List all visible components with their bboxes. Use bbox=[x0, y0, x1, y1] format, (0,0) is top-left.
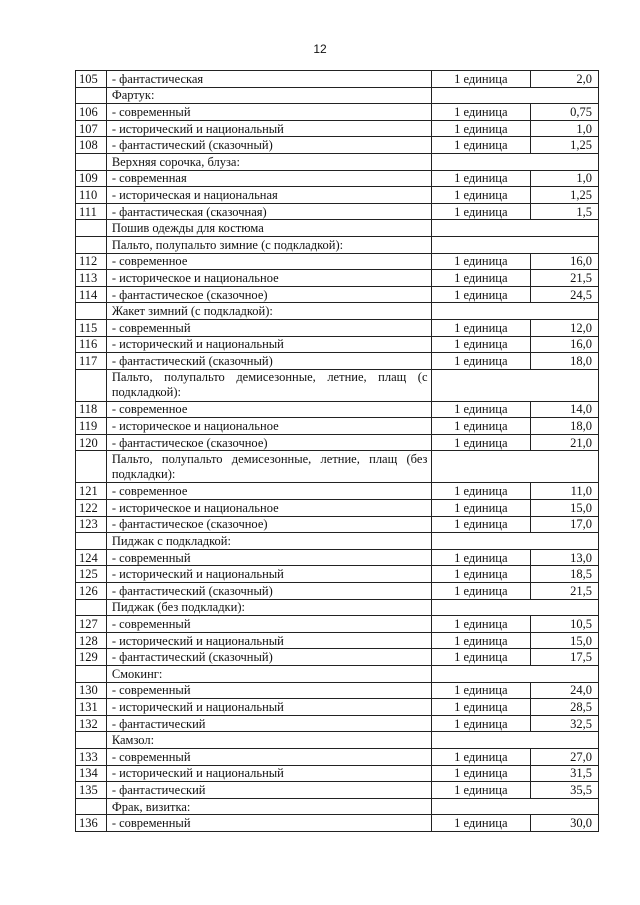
unit-cell: 1 единица bbox=[431, 253, 531, 270]
empty-cell bbox=[431, 533, 599, 550]
unit-cell: 1 единица bbox=[431, 815, 531, 832]
empty-cell bbox=[431, 732, 599, 749]
item-name: - современный bbox=[106, 815, 431, 832]
row-number: 123 bbox=[76, 516, 107, 533]
item-name: - историческое и национальное bbox=[106, 270, 431, 287]
value-cell: 12,0 bbox=[531, 319, 599, 336]
unit-cell: 1 единица bbox=[431, 120, 531, 137]
value-cell: 18,5 bbox=[531, 566, 599, 583]
item-name: - фантастический (сказочный) bbox=[106, 583, 431, 600]
item-name: - исторический и национальный bbox=[106, 632, 431, 649]
empty-cell bbox=[431, 599, 599, 616]
item-name: - фантастическая (сказочная) bbox=[106, 203, 431, 220]
row-number: 127 bbox=[76, 616, 107, 633]
item-name: - фантастический bbox=[106, 715, 431, 732]
item-name: - современное bbox=[106, 253, 431, 270]
row-number: 118 bbox=[76, 401, 107, 418]
row-number: 119 bbox=[76, 418, 107, 435]
row-number: 109 bbox=[76, 170, 107, 187]
value-cell: 32,5 bbox=[531, 715, 599, 732]
section-header-row bbox=[76, 153, 599, 170]
value-cell: 15,0 bbox=[531, 632, 599, 649]
value-cell: 21,5 bbox=[531, 270, 599, 287]
value-cell: 21,0 bbox=[531, 434, 599, 451]
unit-cell: 1 единица bbox=[431, 137, 531, 154]
section-title: Верхняя сорочка, блуза: bbox=[106, 153, 431, 170]
row-number: 110 bbox=[76, 187, 107, 204]
table-row bbox=[76, 401, 599, 418]
row-number-empty bbox=[76, 533, 107, 550]
row-number-empty bbox=[76, 451, 107, 483]
table-row bbox=[76, 483, 599, 500]
section-title: Пальто, полупальто зимние (с подкладкой): bbox=[106, 236, 431, 253]
item-name: - исторический и национальный bbox=[106, 765, 431, 782]
item-name: - современный bbox=[106, 104, 431, 121]
item-name: - современный bbox=[106, 616, 431, 633]
unit-cell: 1 единица bbox=[431, 782, 531, 799]
value-cell: 24,0 bbox=[531, 682, 599, 699]
table-row bbox=[76, 170, 599, 187]
row-number: 132 bbox=[76, 715, 107, 732]
value-cell: 1,5 bbox=[531, 203, 599, 220]
item-name: - исторический и национальный bbox=[106, 699, 431, 716]
value-cell: 30,0 bbox=[531, 815, 599, 832]
value-cell: 0,75 bbox=[531, 104, 599, 121]
item-name: - современный bbox=[106, 748, 431, 765]
row-number-empty bbox=[76, 236, 107, 253]
section-header-row bbox=[76, 666, 599, 683]
section-title: Пальто, полупальто демисезонные, летние, плащ (с подкладкой): bbox=[106, 369, 431, 401]
item-name: - современное bbox=[106, 401, 431, 418]
empty-cell bbox=[431, 451, 599, 483]
unit-cell: 1 единица bbox=[431, 401, 531, 418]
section-header-row bbox=[76, 451, 599, 483]
row-number: 136 bbox=[76, 815, 107, 832]
unit-cell: 1 единица bbox=[431, 71, 531, 88]
item-name: - фантастический (сказочный) bbox=[106, 353, 431, 370]
unit-cell: 1 единица bbox=[431, 765, 531, 782]
unit-cell: 1 единица bbox=[431, 583, 531, 600]
item-name: - современное bbox=[106, 483, 431, 500]
row-number-empty bbox=[76, 732, 107, 749]
item-name: - фантастический bbox=[106, 782, 431, 799]
table-row bbox=[76, 616, 599, 633]
empty-cell bbox=[431, 87, 599, 104]
value-cell: 17,5 bbox=[531, 649, 599, 666]
unit-cell: 1 единица bbox=[431, 353, 531, 370]
row-number: 126 bbox=[76, 583, 107, 600]
row-number: 128 bbox=[76, 632, 107, 649]
table-row bbox=[76, 765, 599, 782]
tariff-table bbox=[75, 70, 599, 832]
table-row bbox=[76, 286, 599, 303]
value-cell: 28,5 bbox=[531, 699, 599, 716]
table-row bbox=[76, 319, 599, 336]
table-row bbox=[76, 549, 599, 566]
section-title: Пошив одежды для костюма bbox=[106, 220, 431, 237]
row-number: 135 bbox=[76, 782, 107, 799]
value-cell: 1,0 bbox=[531, 170, 599, 187]
row-number: 120 bbox=[76, 434, 107, 451]
table-row bbox=[76, 187, 599, 204]
row-number: 116 bbox=[76, 336, 107, 353]
item-name: - исторический и национальный bbox=[106, 120, 431, 137]
row-number: 111 bbox=[76, 203, 107, 220]
section-header-row bbox=[76, 369, 599, 401]
row-number-empty bbox=[76, 153, 107, 170]
section-title: Жакет зимний (с подкладкой): bbox=[106, 303, 431, 320]
row-number: 117 bbox=[76, 353, 107, 370]
table-row bbox=[76, 699, 599, 716]
section-title: Фрак, визитка: bbox=[106, 798, 431, 815]
table-row bbox=[76, 682, 599, 699]
item-name: - историческое и национальное bbox=[106, 500, 431, 517]
value-cell: 21,5 bbox=[531, 583, 599, 600]
section-header-row bbox=[76, 798, 599, 815]
empty-cell bbox=[431, 666, 599, 683]
item-name: - современная bbox=[106, 170, 431, 187]
item-name: - фантастическое (сказочное) bbox=[106, 286, 431, 303]
section-title: Пиджак с подкладкой: bbox=[106, 533, 431, 550]
table-row bbox=[76, 137, 599, 154]
empty-cell bbox=[431, 220, 599, 237]
row-number: 124 bbox=[76, 549, 107, 566]
row-number: 113 bbox=[76, 270, 107, 287]
table-row bbox=[76, 748, 599, 765]
item-name: - фантастический (сказочный) bbox=[106, 649, 431, 666]
table-row bbox=[76, 353, 599, 370]
unit-cell: 1 единица bbox=[431, 170, 531, 187]
table-row bbox=[76, 203, 599, 220]
unit-cell: 1 единица bbox=[431, 418, 531, 435]
row-number-empty bbox=[76, 599, 107, 616]
row-number-empty bbox=[76, 220, 107, 237]
value-cell: 11,0 bbox=[531, 483, 599, 500]
unit-cell: 1 единица bbox=[431, 434, 531, 451]
value-cell: 2,0 bbox=[531, 71, 599, 88]
unit-cell: 1 единица bbox=[431, 500, 531, 517]
table-row bbox=[76, 632, 599, 649]
tariff-table-body bbox=[76, 71, 599, 832]
table-row bbox=[76, 583, 599, 600]
value-cell: 15,0 bbox=[531, 500, 599, 517]
row-number: 129 bbox=[76, 649, 107, 666]
empty-cell bbox=[431, 798, 599, 815]
unit-cell: 1 единица bbox=[431, 566, 531, 583]
value-cell: 27,0 bbox=[531, 748, 599, 765]
value-cell: 17,0 bbox=[531, 516, 599, 533]
unit-cell: 1 единица bbox=[431, 286, 531, 303]
row-number: 108 bbox=[76, 137, 107, 154]
value-cell: 1,25 bbox=[531, 137, 599, 154]
table-row bbox=[76, 566, 599, 583]
section-header-row bbox=[76, 236, 599, 253]
table-row bbox=[76, 434, 599, 451]
table-row bbox=[76, 270, 599, 287]
item-name: - исторический и национальный bbox=[106, 566, 431, 583]
row-number-empty bbox=[76, 798, 107, 815]
item-name: - современный bbox=[106, 549, 431, 566]
unit-cell: 1 единица bbox=[431, 203, 531, 220]
empty-cell bbox=[431, 236, 599, 253]
unit-cell: 1 единица bbox=[431, 616, 531, 633]
section-header-row bbox=[76, 87, 599, 104]
row-number: 125 bbox=[76, 566, 107, 583]
empty-cell bbox=[431, 369, 599, 401]
row-number: 105 bbox=[76, 71, 107, 88]
item-name: - историческое и национальное bbox=[106, 418, 431, 435]
table-row bbox=[76, 418, 599, 435]
value-cell: 1,0 bbox=[531, 120, 599, 137]
table-row bbox=[76, 336, 599, 353]
item-name: - фантастическое (сказочное) bbox=[106, 434, 431, 451]
table-row bbox=[76, 120, 599, 137]
row-number: 130 bbox=[76, 682, 107, 699]
empty-cell bbox=[431, 153, 599, 170]
value-cell: 1,25 bbox=[531, 187, 599, 204]
value-cell: 13,0 bbox=[531, 549, 599, 566]
value-cell: 24,5 bbox=[531, 286, 599, 303]
unit-cell: 1 единица bbox=[431, 336, 531, 353]
unit-cell: 1 единица bbox=[431, 682, 531, 699]
row-number: 115 bbox=[76, 319, 107, 336]
page-number: 12 bbox=[313, 42, 327, 56]
table-row bbox=[76, 104, 599, 121]
value-cell: 14,0 bbox=[531, 401, 599, 418]
value-cell: 31,5 bbox=[531, 765, 599, 782]
row-number: 114 bbox=[76, 286, 107, 303]
unit-cell: 1 единица bbox=[431, 319, 531, 336]
unit-cell: 1 единица bbox=[431, 699, 531, 716]
item-name: - современный bbox=[106, 319, 431, 336]
row-number-empty bbox=[76, 369, 107, 401]
section-title: Смокинг: bbox=[106, 666, 431, 683]
empty-cell bbox=[431, 303, 599, 320]
section-header-row bbox=[76, 533, 599, 550]
section-header-row bbox=[76, 732, 599, 749]
value-cell: 16,0 bbox=[531, 336, 599, 353]
unit-cell: 1 единица bbox=[431, 549, 531, 566]
table-row bbox=[76, 516, 599, 533]
unit-cell: 1 единица bbox=[431, 748, 531, 765]
value-cell: 35,5 bbox=[531, 782, 599, 799]
row-number: 107 bbox=[76, 120, 107, 137]
unit-cell: 1 единица bbox=[431, 187, 531, 204]
table-row bbox=[76, 815, 599, 832]
unit-cell: 1 единица bbox=[431, 649, 531, 666]
row-number: 131 bbox=[76, 699, 107, 716]
row-number: 133 bbox=[76, 748, 107, 765]
value-cell: 16,0 bbox=[531, 253, 599, 270]
unit-cell: 1 единица bbox=[431, 715, 531, 732]
unit-cell: 1 единица bbox=[431, 270, 531, 287]
row-number-empty bbox=[76, 87, 107, 104]
item-name: - фантастическая bbox=[106, 71, 431, 88]
row-number: 112 bbox=[76, 253, 107, 270]
row-number: 106 bbox=[76, 104, 107, 121]
table-row bbox=[76, 253, 599, 270]
item-name: - фантастический (сказочный) bbox=[106, 137, 431, 154]
row-number: 134 bbox=[76, 765, 107, 782]
table-row bbox=[76, 500, 599, 517]
table-row bbox=[76, 71, 599, 88]
value-cell: 18,0 bbox=[531, 418, 599, 435]
row-number-empty bbox=[76, 303, 107, 320]
row-number-empty bbox=[76, 666, 107, 683]
unit-cell: 1 единица bbox=[431, 632, 531, 649]
item-name: - фантастическое (сказочное) bbox=[106, 516, 431, 533]
section-header-row bbox=[76, 220, 599, 237]
unit-cell: 1 единица bbox=[431, 516, 531, 533]
row-number: 121 bbox=[76, 483, 107, 500]
table-row bbox=[76, 782, 599, 799]
row-number: 122 bbox=[76, 500, 107, 517]
unit-cell: 1 единица bbox=[431, 483, 531, 500]
table-row bbox=[76, 649, 599, 666]
section-header-row bbox=[76, 599, 599, 616]
value-cell: 10,5 bbox=[531, 616, 599, 633]
item-name: - современный bbox=[106, 682, 431, 699]
section-title: Фартук: bbox=[106, 87, 431, 104]
value-cell: 18,0 bbox=[531, 353, 599, 370]
section-title: Пальто, полупальто демисезонные, летние, плащ (без подкладки): bbox=[106, 451, 431, 483]
section-header-row bbox=[76, 303, 599, 320]
section-title: Камзол: bbox=[106, 732, 431, 749]
item-name: - исторический и национальный bbox=[106, 336, 431, 353]
section-title: Пиджак (без подкладки): bbox=[106, 599, 431, 616]
item-name: - историческая и национальная bbox=[106, 187, 431, 204]
unit-cell: 1 единица bbox=[431, 104, 531, 121]
table-row bbox=[76, 715, 599, 732]
